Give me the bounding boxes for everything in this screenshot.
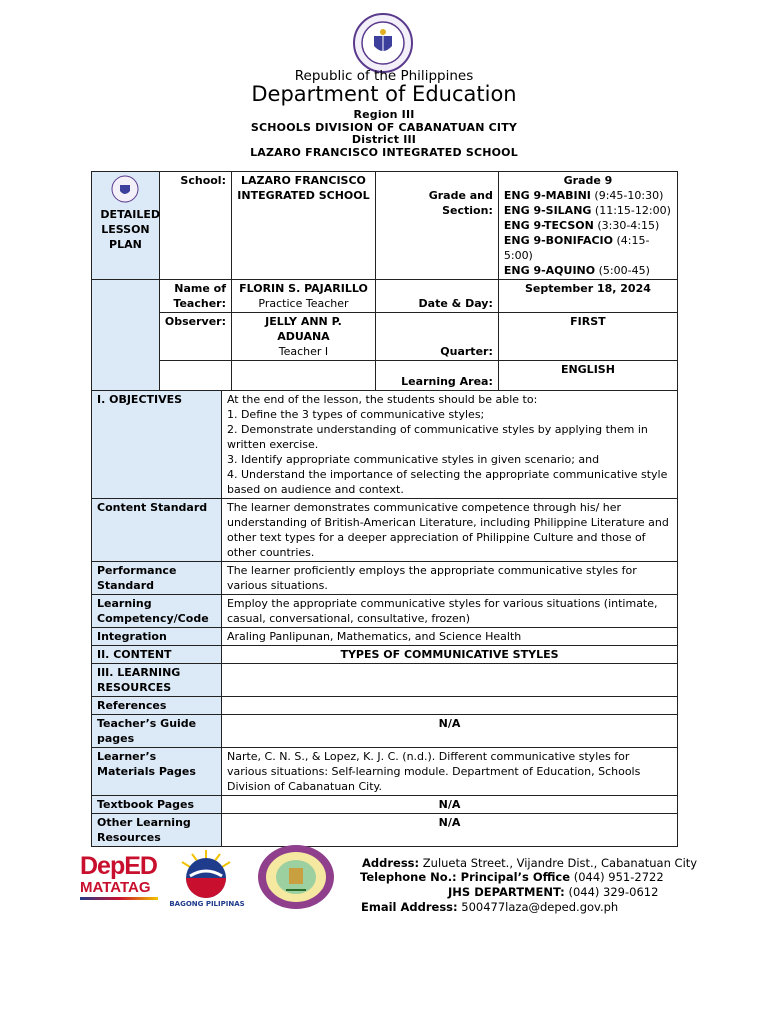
school-line: LAZARO FRANCISCO INTEGRATED SCHOOL — [250, 146, 518, 159]
teacher-cell — [231, 280, 375, 313]
blank-cell — [231, 361, 375, 391]
teacher-role: Practice Teacher — [258, 297, 349, 310]
deped-matatag-logo — [80, 852, 158, 910]
address-line: Address: Zulueta Street., Vijandre Dist., Cabanatuan City — [362, 856, 698, 870]
competency-label: Learning Competency/Code — [92, 595, 222, 628]
grade-value: Grade 9 — [563, 174, 613, 187]
performance-standard-label: Performance Standard — [92, 562, 222, 595]
dlp-blank-cell — [92, 280, 160, 391]
objectives-intro: At the end of the lesson, the students should be able to: — [226, 393, 538, 406]
objectives-cell — [221, 391, 677, 499]
school-seal-icon — [256, 844, 336, 910]
blank-cell — [159, 361, 231, 391]
tg-label: Teacher’s Guide pages — [92, 715, 222, 748]
section-item: ENG 9-AQUINO (5:00-45) — [503, 264, 650, 277]
department-title: Department of Education — [251, 82, 517, 106]
observer-cell — [231, 313, 375, 361]
teacher-label: Name of Teacher: — [159, 280, 231, 313]
objectives-label: I. OBJECTIVES — [92, 391, 222, 499]
resources-label: III. LEARNING RESOURCES — [92, 664, 222, 697]
matatag-stripe — [80, 897, 158, 900]
deped-seal-small-icon — [111, 175, 139, 203]
school-label: School: — [159, 172, 231, 280]
performance-standard-value: The learner proficiently employs the appropriate communicative styles for various situations. — [221, 562, 677, 595]
section-item: ENG 9-SILANG (11:15-12:00) — [503, 204, 671, 217]
section-item: ENG 9-TECSON (3:30-4:15) — [503, 219, 660, 232]
lm-value: Narte, C. N. S., & Lopez, K. J. C. (n.d.). Different communicative styles for various situations: Self-learning module. Department of Education, Schools Division of Cabanatuan City. — [221, 748, 677, 796]
other-resources-label: Other Learning Resources — [92, 814, 222, 847]
quarter-value: FIRST — [498, 313, 677, 361]
observer-label: Observer: — [159, 313, 231, 361]
school-value: LAZARO FRANCISCO INTEGRATED SCHOOL — [231, 172, 375, 280]
objective-item: 2. Demonstrate understanding of communicative styles by applying them in written exercise. — [226, 423, 648, 451]
content-value: TYPES OF COMMUNICATIVE STYLES — [221, 646, 677, 664]
section-item: ENG 9-BONIFACIO (4:15-5:00) — [503, 234, 650, 262]
date-value: September 18, 2024 — [498, 280, 677, 313]
learning-area-value: ENGLISH — [498, 361, 677, 391]
observer-role: Teacher I — [278, 345, 329, 358]
bagong-pilipinas-text: BAGONG PILIPINAS — [169, 900, 245, 908]
content-standard-label: Content Standard — [92, 499, 222, 562]
region-line: Region III — [353, 108, 415, 121]
references-label: References — [92, 697, 222, 715]
dlp-title: DETAILED LESSON PLAN — [100, 208, 160, 251]
district-line: District III — [351, 133, 417, 146]
quarter-label: Quarter: — [375, 313, 498, 361]
objective-item: 4. Understand the importance of selecting the appropriate communicative style based on audience and context. — [226, 468, 668, 496]
lm-label: Learner’s Materials Pages — [92, 748, 222, 796]
observer-name: JELLY ANN P. ADUANA — [265, 315, 342, 343]
other-resources-value: N/A — [221, 814, 677, 847]
integration-value: Araling Panlipunan, Mathematics, and Science Health — [221, 628, 677, 646]
grade-section-value — [498, 172, 677, 280]
bagong-pilipinas-logo-icon — [172, 846, 240, 904]
lesson-plan-table — [91, 390, 678, 847]
division-line: SCHOOLS DIVISION OF CABANATUAN CITY — [250, 121, 518, 134]
deped-seal-icon — [352, 12, 414, 74]
textbook-value: N/A — [221, 796, 677, 814]
content-standard-value: The learner demonstrates communicative competence through his/ her understanding of British-American Literature, including Philippine Literature and other text types for a deeper appreciation of Philippine Culture and those of other countries. — [221, 499, 677, 562]
objective-item: 1. Define the 3 types of communicative styles; — [226, 408, 485, 421]
matatag-logo-text: MATATAG — [80, 879, 151, 896]
objective-item: 3. Identify appropriate communicative styles in given scenario; and — [226, 453, 600, 466]
integration-label: Integration — [92, 628, 222, 646]
textbook-label: Textbook Pages — [92, 796, 222, 814]
date-label: Date & Day: — [375, 280, 498, 313]
references-value — [221, 697, 677, 715]
learning-area-label: Learning Area: — [375, 361, 498, 391]
lesson-info-table — [91, 171, 678, 391]
jhs-line: JHS DEPARTMENT: (044) 329-0612 — [448, 885, 659, 899]
tg-value: N/A — [221, 715, 677, 748]
email-line: Email Address: 500477laza@deped.gov.ph — [361, 900, 619, 914]
grade-section-label: Grade and Section: — [375, 172, 498, 280]
resources-value — [221, 664, 677, 697]
telephone-line: Telephone No.: Principal’s Office (044) 951-2722 — [360, 870, 664, 884]
teacher-name: FLORIN S. PAJARILLO — [239, 282, 368, 295]
dlp-title-cell — [92, 172, 160, 280]
republic-line: Republic of the Philippines — [294, 68, 474, 84]
content-label: II. CONTENT — [92, 646, 222, 664]
competency-value: Employ the appropriate communicative styles for various situations (intimate, casual, conversational, consultative, frozen) — [221, 595, 677, 628]
section-item: ENG 9-MABINI (9:45-10:30) — [503, 189, 664, 202]
deped-logo-text: DepED — [80, 852, 157, 880]
